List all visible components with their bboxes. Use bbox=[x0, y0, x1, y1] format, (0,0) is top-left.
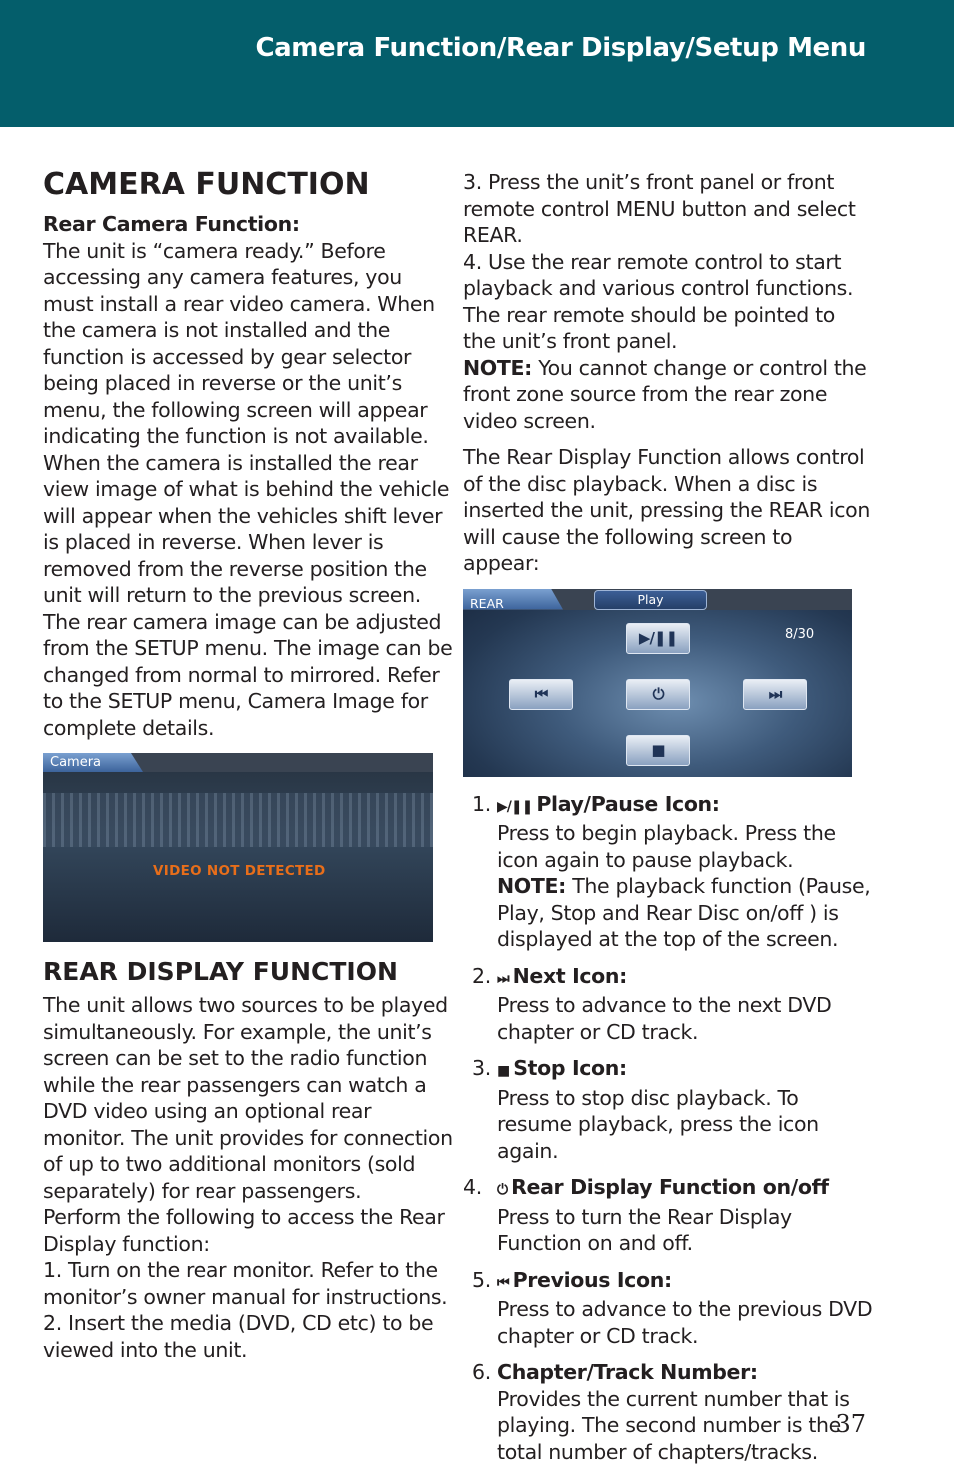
rear-tab-label: REAR bbox=[470, 595, 504, 611]
list-item: 6. Chapter/Track Number: Provides the current number that is playing. The second number is the total number of chapters/tracks. bbox=[472, 1360, 850, 1464]
rear-intro: The Rear Display Function allows control of the disc playback. When a disc is inserted the unit, pressing the REAR icon will cause the following screen to appear: bbox=[463, 445, 870, 575]
list-item: 4. ⏻ Rear Display Function on/off Press to turn the Rear Display Function on and off. bbox=[463, 1175, 829, 1255]
list-item: 5. ⏮ Previous Icon: Press to advance to the previous DVD chapter or CD track. bbox=[472, 1267, 873, 1348]
step-2: 2. Insert the media (DVD, CD etc) to be viewed into the unit. bbox=[43, 1311, 434, 1362]
header-title: Camera Function/Rear Display/Setup Menu bbox=[255, 33, 866, 63]
previous-icon: ⏮ bbox=[509, 679, 573, 710]
chapter-counter: 8/30 bbox=[785, 626, 815, 642]
header-banner bbox=[0, 0, 954, 127]
stop-icon: ■ bbox=[497, 1063, 510, 1079]
note-text: You cannot change or control the front zone source from the rear zone video screen. bbox=[463, 355, 867, 433]
play-status-pill: Play bbox=[594, 590, 707, 610]
right-column bbox=[463, 169, 873, 1475]
page-number: 37 bbox=[835, 1410, 866, 1438]
camera-paragraph: The unit is “camera ready.” Before accessing any camera features, you must install a rear video camera. When the camera is not installed and the function is accessed by gear selector being placed in reverse or the unit’s menu, the following screen will appear indicating the function is not available. When the camera is installed the rear view image of what is behind the vehicle will appear when the vehicles shift lever is placed in reverse. When lever is removed from the reverse position the unit will return to the previous screen. The rear camera image can be adjusted from the SETUP menu. The image can be changed from normal to mirrored. Refer to the SETUP menu, Camera Image for complete details. bbox=[43, 238, 453, 740]
step-3: 3. Press the unit’s front panel or front remote control MENU button and select REAR. bbox=[463, 170, 856, 247]
play-pause-icon: ▶/❚❚ bbox=[497, 798, 533, 815]
perform-line: Perform the following to access the Rear Display function: bbox=[43, 1205, 445, 1256]
list-item: 2. ⏭ Next Icon: Press to advance to the next DVD chapter or CD track. bbox=[472, 963, 832, 1044]
list-item: 3. ■ Stop Icon: Press to stop disc playback. To resume playback, press the icon again. bbox=[472, 1056, 819, 1163]
list-item: 1. ▶/❚❚ Play/Pause Icon: Press to begin playback. Press the icon again to pause playback. NOTE: The playback function (Pause, Play, Stop and Rear Disc on/off ) is displayed at the top of the screen. bbox=[472, 791, 871, 951]
camera-screen-image bbox=[43, 753, 433, 942]
stop-icon: ■ bbox=[626, 735, 690, 766]
icon-list bbox=[463, 791, 873, 1466]
rear-paragraph: The unit allows two sources to be played simultaneously. For example, the unit’s screen can be set to the radio function while the rear passengers can watch a DVD video using an optional rear monitor. The unit provides for connection of up to two additional monitors (sold separately) for rear passengers. bbox=[43, 993, 453, 1203]
step-1: 1. Turn on the rear monitor. Refer to the monitor’s owner manual for instructions. bbox=[43, 1258, 448, 1309]
video-not-detected-message: VIDEO NOT DETECTED bbox=[153, 863, 326, 879]
next-icon: ⏭ bbox=[743, 679, 807, 710]
camera-function-heading: CAMERA FUNCTION bbox=[43, 167, 370, 202]
note-label: NOTE: bbox=[463, 355, 533, 380]
power-icon: ⏻ bbox=[497, 1182, 508, 1198]
rear-camera-subheading: Rear Camera Function: bbox=[43, 212, 300, 236]
next-icon: ⏭ bbox=[497, 970, 509, 987]
left-column bbox=[43, 165, 453, 1363]
note-paragraph bbox=[463, 355, 873, 435]
step-4: 4. Use the rear remote control to start playback and various control functions. The rear remote should be pointed to the unit’s front panel. bbox=[463, 249, 854, 353]
power-icon: ⏻ bbox=[626, 679, 690, 710]
rear-screen-image bbox=[463, 589, 852, 777]
rear-display-heading: REAR DISPLAY FUNCTION bbox=[43, 957, 398, 986]
previous-icon: ⏮ bbox=[497, 1274, 509, 1291]
play-pause-icon: ▶/❚❚ bbox=[626, 623, 690, 654]
camera-tab-label: Camera bbox=[50, 755, 102, 770]
